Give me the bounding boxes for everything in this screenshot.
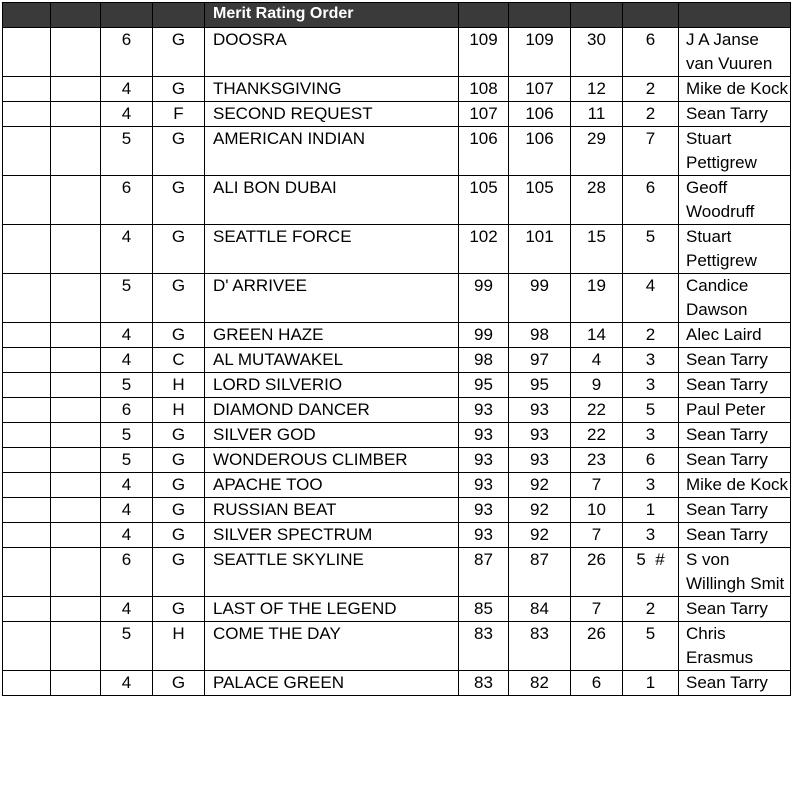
horse-name-cell: SEATTLE FORCE — [205, 225, 459, 274]
grade-cell: G — [153, 323, 205, 348]
field1-cell: 11 — [571, 102, 623, 127]
field2-cell: 1 — [623, 498, 679, 523]
trainer-cell: J A Janse van Vuuren — [679, 28, 791, 77]
empty-cell — [3, 597, 51, 622]
merit-rating-cell: 84 — [509, 597, 571, 622]
merit-rating-cell: 106 — [509, 127, 571, 176]
merit-rating-cell: 82 — [509, 671, 571, 696]
rating-cell: 109 — [459, 28, 509, 77]
horse-name-cell: D' ARRIVEE — [205, 274, 459, 323]
empty-cell — [51, 28, 101, 77]
field1-cell: 4 — [571, 348, 623, 373]
empty-cell — [51, 597, 101, 622]
merit-rating-cell: 95 — [509, 373, 571, 398]
age-cell: 6 — [101, 398, 153, 423]
rating-cell: 102 — [459, 225, 509, 274]
age-cell: 4 — [101, 102, 153, 127]
field2-cell: 3 — [623, 523, 679, 548]
rating-cell: 105 — [459, 176, 509, 225]
empty-cell — [3, 28, 51, 77]
rating-cell: 93 — [459, 448, 509, 473]
table-row — [3, 176, 791, 225]
empty-cell — [51, 671, 101, 696]
table-row — [3, 127, 791, 176]
empty-cell — [51, 523, 101, 548]
rating-cell: 98 — [459, 348, 509, 373]
header-cell — [571, 3, 623, 28]
empty-cell — [51, 127, 101, 176]
table-row — [3, 77, 791, 102]
header-cell — [679, 3, 791, 28]
field1-cell: 30 — [571, 28, 623, 77]
empty-cell — [3, 348, 51, 373]
grade-cell: G — [153, 448, 205, 473]
grade-cell: H — [153, 622, 205, 671]
merit-rating-cell: 109 — [509, 28, 571, 77]
table-row — [3, 622, 791, 671]
rating-cell: 93 — [459, 398, 509, 423]
field1-cell: 28 — [571, 176, 623, 225]
header-row — [3, 3, 791, 28]
field1-cell: 7 — [571, 523, 623, 548]
empty-cell — [51, 622, 101, 671]
trainer-cell: Stuart Pettigrew — [679, 225, 791, 274]
merit-rating-cell: 92 — [509, 523, 571, 548]
header-cell — [101, 3, 153, 28]
trainer-cell: Sean Tarry — [679, 671, 791, 696]
trainer-cell: Sean Tarry — [679, 423, 791, 448]
field2-cell: 4 — [623, 274, 679, 323]
rating-cell: 108 — [459, 77, 509, 102]
merit-rating-cell: 92 — [509, 498, 571, 523]
empty-cell — [51, 373, 101, 398]
field2-cell: 2 — [623, 323, 679, 348]
merit-rating-cell: 97 — [509, 348, 571, 373]
trainer-cell: Mike de Kock — [679, 77, 791, 102]
horse-name-cell: COME THE DAY — [205, 622, 459, 671]
empty-cell — [3, 622, 51, 671]
grade-cell: G — [153, 28, 205, 77]
age-cell: 5 — [101, 274, 153, 323]
merit-rating-cell: 105 — [509, 176, 571, 225]
merit-rating-cell: 93 — [509, 398, 571, 423]
grade-cell: H — [153, 373, 205, 398]
trainer-cell: Sean Tarry — [679, 348, 791, 373]
grade-cell: G — [153, 523, 205, 548]
table-row — [3, 523, 791, 548]
trainer-cell: Sean Tarry — [679, 373, 791, 398]
field1-cell: 15 — [571, 225, 623, 274]
empty-cell — [51, 323, 101, 348]
rating-cell: 99 — [459, 274, 509, 323]
table-row — [3, 473, 791, 498]
table-row — [3, 448, 791, 473]
horse-name-cell: SEATTLE SKYLINE — [205, 548, 459, 597]
header-cell — [623, 3, 679, 28]
trainer-cell: Paul Peter — [679, 398, 791, 423]
empty-cell — [51, 348, 101, 373]
empty-cell — [3, 102, 51, 127]
horse-name-cell: AL MUTAWAKEL — [205, 348, 459, 373]
field2-cell: 2 — [623, 597, 679, 622]
rating-cell: 93 — [459, 473, 509, 498]
grade-cell: G — [153, 473, 205, 498]
header-cell — [153, 3, 205, 28]
trainer-cell: Chris Erasmus — [679, 622, 791, 671]
empty-cell — [51, 473, 101, 498]
age-cell: 6 — [101, 28, 153, 77]
header-cell — [51, 3, 101, 28]
merit-rating-cell: 98 — [509, 323, 571, 348]
table-row — [3, 373, 791, 398]
field1-cell: 26 — [571, 548, 623, 597]
empty-cell — [3, 225, 51, 274]
age-cell: 4 — [101, 323, 153, 348]
age-cell: 5 — [101, 423, 153, 448]
field2-cell: 3 — [623, 373, 679, 398]
rating-cell: 99 — [459, 323, 509, 348]
rating-cell: 83 — [459, 671, 509, 696]
merit-rating-cell: 107 — [509, 77, 571, 102]
header-title: Merit Rating Order — [205, 3, 459, 28]
grade-cell: G — [153, 176, 205, 225]
trainer-cell: Geoff Woodruff — [679, 176, 791, 225]
empty-cell — [51, 398, 101, 423]
rating-cell: 83 — [459, 622, 509, 671]
rating-cell: 95 — [459, 373, 509, 398]
table-body — [3, 3, 791, 696]
trainer-cell: S von Willingh Smit — [679, 548, 791, 597]
grade-cell: H — [153, 398, 205, 423]
grade-cell: G — [153, 548, 205, 597]
merit-rating-cell: 92 — [509, 473, 571, 498]
trainer-cell: Candice Dawson — [679, 274, 791, 323]
field2-cell: 6 — [623, 448, 679, 473]
empty-cell — [3, 523, 51, 548]
table-row — [3, 597, 791, 622]
age-cell: 4 — [101, 77, 153, 102]
rating-cell: 107 — [459, 102, 509, 127]
age-cell: 4 — [101, 671, 153, 696]
empty-cell — [51, 102, 101, 127]
horse-name-cell: RUSSIAN BEAT — [205, 498, 459, 523]
table-row — [3, 498, 791, 523]
empty-cell — [51, 423, 101, 448]
horse-name-cell: GREEN HAZE — [205, 323, 459, 348]
trainer-cell: Sean Tarry — [679, 597, 791, 622]
merit-rating-cell: 99 — [509, 274, 571, 323]
horse-name-cell: SILVER SPECTRUM — [205, 523, 459, 548]
table-row — [3, 548, 791, 597]
field1-cell: 7 — [571, 473, 623, 498]
rating-cell: 93 — [459, 523, 509, 548]
empty-cell — [3, 323, 51, 348]
merit-rating-cell: 93 — [509, 423, 571, 448]
field1-cell: 7 — [571, 597, 623, 622]
horse-name-cell: AMERICAN INDIAN — [205, 127, 459, 176]
empty-cell — [3, 548, 51, 597]
field1-cell: 23 — [571, 448, 623, 473]
table-row — [3, 671, 791, 696]
field2-cell: 1 — [623, 671, 679, 696]
merit-rating-cell: 83 — [509, 622, 571, 671]
horse-name-cell: SECOND REQUEST — [205, 102, 459, 127]
field2-cell: 3 — [623, 423, 679, 448]
empty-cell — [3, 671, 51, 696]
rating-cell: 106 — [459, 127, 509, 176]
field2-cell: 6 — [623, 176, 679, 225]
grade-cell: G — [153, 225, 205, 274]
empty-cell — [3, 77, 51, 102]
field2-cell: 6 — [623, 28, 679, 77]
age-cell: 5 — [101, 127, 153, 176]
horse-name-cell: LAST OF THE LEGEND — [205, 597, 459, 622]
field2-cell: 5 — [623, 398, 679, 423]
merit-rating-table — [2, 2, 791, 696]
field1-cell: 19 — [571, 274, 623, 323]
empty-cell — [51, 176, 101, 225]
field2-cell: 5 — [623, 225, 679, 274]
horse-name-cell: LORD SILVERIO — [205, 373, 459, 398]
field2-cell: 3 — [623, 348, 679, 373]
age-cell: 4 — [101, 473, 153, 498]
age-cell: 4 — [101, 348, 153, 373]
header-cell — [459, 3, 509, 28]
trainer-cell: Sean Tarry — [679, 448, 791, 473]
trainer-cell: Alec Laird — [679, 323, 791, 348]
horse-name-cell: SILVER GOD — [205, 423, 459, 448]
grade-cell: G — [153, 498, 205, 523]
age-cell: 5 — [101, 448, 153, 473]
field1-cell: 26 — [571, 622, 623, 671]
table-row — [3, 348, 791, 373]
header-cell — [3, 3, 51, 28]
field1-cell: 14 — [571, 323, 623, 348]
field2-cell: 5 — [623, 622, 679, 671]
trainer-cell: Sean Tarry — [679, 498, 791, 523]
merit-rating-cell: 87 — [509, 548, 571, 597]
field1-cell: 10 — [571, 498, 623, 523]
horse-name-cell: APACHE TOO — [205, 473, 459, 498]
empty-cell — [51, 77, 101, 102]
field2-cell: 5 # — [623, 548, 679, 597]
field1-cell: 22 — [571, 398, 623, 423]
field2-cell: 3 — [623, 473, 679, 498]
table-row — [3, 28, 791, 77]
table-row — [3, 274, 791, 323]
empty-cell — [51, 498, 101, 523]
rating-cell: 85 — [459, 597, 509, 622]
grade-cell: F — [153, 102, 205, 127]
empty-cell — [3, 448, 51, 473]
rating-cell: 87 — [459, 548, 509, 597]
horse-name-cell: ALI BON DUBAI — [205, 176, 459, 225]
empty-cell — [51, 225, 101, 274]
field1-cell: 9 — [571, 373, 623, 398]
age-cell: 4 — [101, 225, 153, 274]
grade-cell: G — [153, 671, 205, 696]
empty-cell — [3, 373, 51, 398]
age-cell: 6 — [101, 548, 153, 597]
rating-cell: 93 — [459, 423, 509, 448]
field1-cell: 29 — [571, 127, 623, 176]
field1-cell: 22 — [571, 423, 623, 448]
field2-cell: 2 — [623, 77, 679, 102]
field1-cell: 12 — [571, 77, 623, 102]
empty-cell — [3, 473, 51, 498]
table-row — [3, 102, 791, 127]
age-cell: 4 — [101, 597, 153, 622]
grade-cell: C — [153, 348, 205, 373]
field2-cell: 7 — [623, 127, 679, 176]
trainer-cell: Sean Tarry — [679, 102, 791, 127]
table-row — [3, 225, 791, 274]
grade-cell: G — [153, 274, 205, 323]
empty-cell — [3, 498, 51, 523]
merit-rating-cell: 93 — [509, 448, 571, 473]
horse-name-cell: DOOSRA — [205, 28, 459, 77]
field2-cell: 2 — [623, 102, 679, 127]
age-cell: 5 — [101, 622, 153, 671]
empty-cell — [51, 548, 101, 597]
grade-cell: G — [153, 597, 205, 622]
empty-cell — [51, 448, 101, 473]
grade-cell: G — [153, 127, 205, 176]
merit-rating-cell: 101 — [509, 225, 571, 274]
empty-cell — [3, 176, 51, 225]
grade-cell: G — [153, 423, 205, 448]
horse-name-cell: PALACE GREEN — [205, 671, 459, 696]
horse-name-cell: WONDEROUS CLIMBER — [205, 448, 459, 473]
empty-cell — [51, 274, 101, 323]
empty-cell — [3, 398, 51, 423]
merit-rating-cell: 106 — [509, 102, 571, 127]
empty-cell — [3, 274, 51, 323]
horse-name-cell: THANKSGIVING — [205, 77, 459, 102]
rating-cell: 93 — [459, 498, 509, 523]
header-cell — [509, 3, 571, 28]
trainer-cell: Stuart Pettigrew — [679, 127, 791, 176]
horse-name-cell: DIAMOND DANCER — [205, 398, 459, 423]
age-cell: 6 — [101, 176, 153, 225]
trainer-cell: Mike de Kock — [679, 473, 791, 498]
age-cell: 4 — [101, 498, 153, 523]
table-row — [3, 398, 791, 423]
age-cell: 5 — [101, 373, 153, 398]
table-row — [3, 323, 791, 348]
table-row — [3, 423, 791, 448]
grade-cell: G — [153, 77, 205, 102]
empty-cell — [3, 127, 51, 176]
trainer-cell: Sean Tarry — [679, 523, 791, 548]
age-cell: 4 — [101, 523, 153, 548]
field1-cell: 6 — [571, 671, 623, 696]
empty-cell — [3, 423, 51, 448]
